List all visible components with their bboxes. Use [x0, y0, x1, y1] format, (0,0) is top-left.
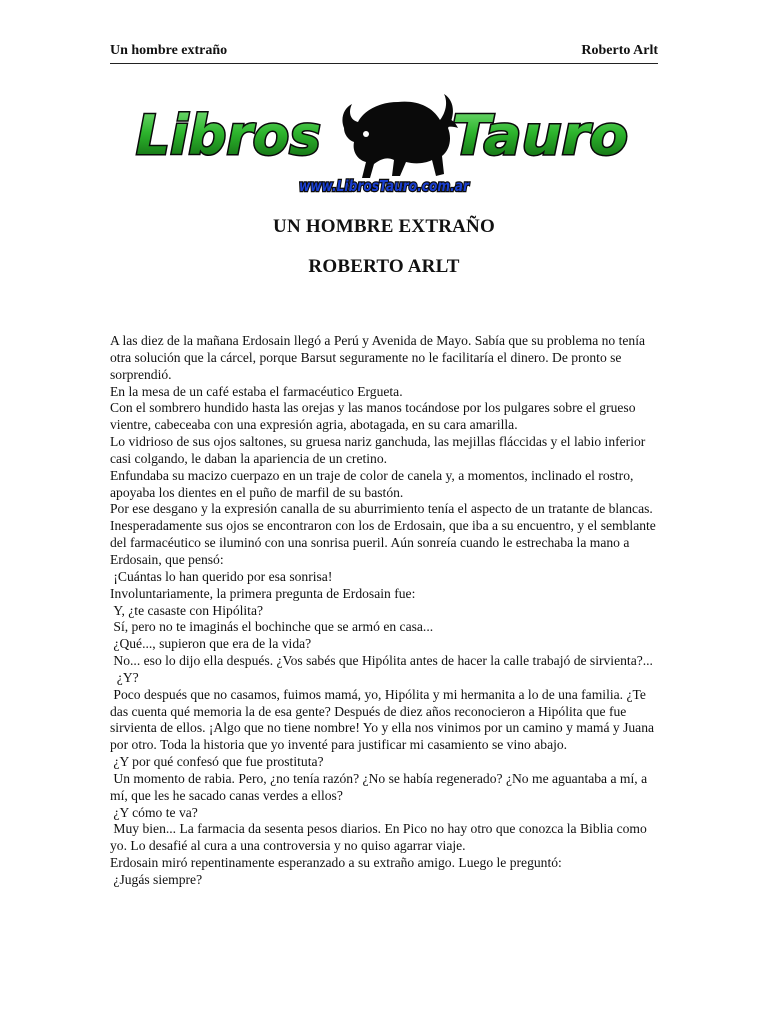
paragraph: Enfundaba su macizo cuerpazo en un traje de color de canela y, a momentos, inclinado el rostro, apoyaba los dientes en el puño de marfil de su bastón. — [110, 467, 637, 500]
paragraph: En la mesa de un café estaba el farmacéutico Ergueta. — [110, 383, 403, 399]
paragraph: Con el sombrero hundido hasta las orejas y las manos tocándose por los pulgares sobre el grueso vientre, cabeceaba con una expresión agria, abotagada, en su cara amarilla. — [110, 400, 639, 433]
dialogue-line: ¿Y por qué confesó que fue prostituta? — [110, 754, 324, 770]
header-author: Roberto Arlt — [581, 43, 658, 58]
dialogue-line: No... eso lo dijo ella después. ¿Vos sabés que Hipólita antes de hacer la calle trabajó de sirvienta?... — [110, 653, 653, 669]
header-book-title: Un hombre extraño — [110, 43, 228, 58]
dialogue-line: ¿Y cómo te va? — [110, 804, 198, 820]
dialogue-line: Sí, pero no te imaginás el bochinche que se armó en casa... — [110, 619, 434, 635]
logo-word-libros: Libros — [136, 104, 321, 167]
logo-word-tauro: Tauro — [452, 104, 628, 167]
paragraph: Erdosain miró repentinamente esperanzado a su extraño amigo. Luego le preguntó: — [110, 855, 562, 871]
dialogue-line: Poco después que no casamos, fuimos mamá, yo, Hipólita y mi hermanita a lo de una familia. ¿Te das cuenta qué memoria la de esa gente? Después de diez años reconocieron a Hipólita que fue sirvienta de ellos. ¡Algo que no tiene nombre! Yo y ella nos vinimos por un camino y mamá y Juana por otro. Toda la historia que yo inventé para justificar mi casamiento se vino abajo. — [110, 686, 658, 753]
page-header — [110, 43, 658, 59]
paragraph: Por ese desgano y la expresión canalla de su aburrimiento tenía el aspecto de un tratante de blancas. Inesperadamente sus ojos se encontraron con los de Erdosain, que iba a su encuentro, y el semblante del farmacéutico se iluminó con una sonrisa pueril. Aún sonreía cuando le estrechaba la mano a Erdosain, que pensó: — [110, 501, 660, 567]
dialogue-line: Y, ¿te casaste con Hipólita? — [110, 602, 264, 618]
logo-url: www.LibrosTauro.com.ar — [299, 177, 471, 195]
paragraph: Involuntariamente, la primera pregunta de Erdosain fue: — [110, 585, 416, 601]
dialogue-line: Muy bien... La farmacia da sesenta pesos diarios. En Pico no hay otro que conozca la Biblia como yo. Lo desafié al cura a una controversia y no quiso agarrar viaje. — [110, 821, 651, 854]
paragraph: A las diez de la mañana Erdosain llegó a Perú y Avenida de Mayo. Sabía que su problema no tenía otra solución que la cárcel, porque Barsut seguramente no le facilitaría el dinero. De pronto se sorprendió. — [110, 333, 649, 382]
dialogue-line: Un momento de rabia. Pero, ¿no tenía razón? ¿No se había regenerado? ¿No me aguantaba a mí, a mí, que les he sacado canas verdes a ellos? — [110, 770, 651, 803]
story-body — [110, 333, 660, 889]
dialogue-line: ¡Cuántas lo han querido por esa sonrisa! — [110, 568, 333, 584]
paragraph: Lo vidrioso de sus ojos saltones, su gruesa nariz ganchuda, las mejillas fláccidas y el labio inferior casi colgando, le daban la apariencia de un cretino. — [110, 434, 649, 466]
header-divider — [110, 63, 658, 64]
dialogue-line: ¿Qué..., supieron que era de la vida? — [110, 636, 312, 652]
libros-tauro-logo — [134, 90, 634, 198]
story-title: UN HOMBRE EXTRAÑO — [273, 216, 495, 237]
dialogue-line: ¿Y? — [110, 669, 139, 685]
bull-icon — [342, 94, 458, 178]
dialogue-line: ¿Jugás siempre? — [110, 872, 203, 887]
story-author: ROBERTO ARLT — [308, 256, 460, 277]
